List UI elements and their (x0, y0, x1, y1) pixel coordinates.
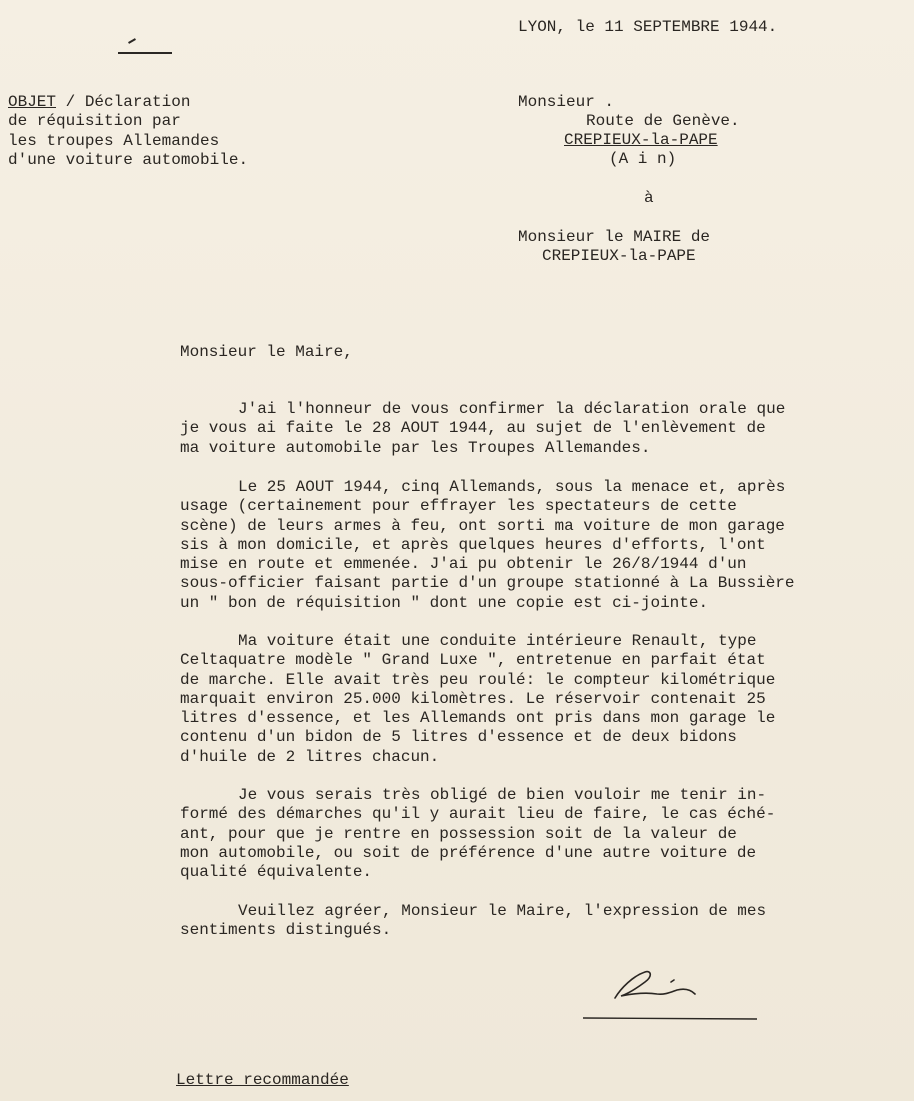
subject-block (8, 93, 248, 170)
date-line: LYON, le 11 SEPTEMBRE 1944. (518, 18, 778, 36)
p3-line-3: de marche. Elle avait très peu roulé: le compteur kilométrique (180, 670, 776, 689)
subject-title: Déclaration (84, 93, 191, 111)
connector: à (644, 189, 654, 207)
signature (575, 958, 775, 1028)
p2-line-6: sous-officier faisant partie d'un groupe stationné à La Bussière (180, 574, 795, 593)
salutation: Monsieur le Maire, (180, 343, 353, 361)
p4-line-5: qualité équivalente. (180, 863, 373, 882)
recipient-line-1: Monsieur le MAIRE de (518, 228, 711, 246)
p2-line-5: mise en route et emmenée. J'ai pu obtenir le 26/8/1944 d'un (180, 555, 747, 574)
sender-name: Monsieur . (518, 93, 615, 111)
recipient-line-2: CREPIEUX-la-PAPE (542, 247, 696, 265)
subject-line-4: d'une voiture automobile. (8, 150, 249, 169)
paragraph-5 (180, 902, 766, 941)
p3-line-2: Celtaquatre modèle " Grand Luxe ", entretenue en parfait état (180, 651, 766, 670)
p2-line-3: scène) de leurs armes à feu, ont sorti ma voiture de mon garage (180, 516, 785, 535)
p5-line-2: sentiments distingués. (180, 921, 392, 940)
subject-label: OBJET (8, 93, 57, 111)
p3-line-4: marquait environ 25.000 kilomètres. Le réservoir contenait 25 (180, 689, 766, 708)
paragraph-4 (180, 786, 775, 882)
p3-line-5: litres d'essence, et les Allemands ont pris dans mon garage le (180, 709, 776, 728)
p3-line-7: d'huile de 2 litres chacun. (180, 747, 440, 766)
p2-line-1: Le 25 AOUT 1944, cinq Allemands, sous la menace et, après (238, 478, 786, 496)
subject-line-2: de réquisition par (8, 112, 181, 131)
p2-line-4: sis à mon domicile, et après quelques heures d'efforts, l'ont (180, 535, 766, 554)
p5-line-1: Veuillez agréer, Monsieur le Maire, l'expression de mes (238, 902, 767, 920)
paragraph-1 (180, 400, 785, 458)
paragraph-2 (180, 478, 795, 613)
p1-line-1: J'ai l'honneur de vous confirmer la déclaration orale que (238, 400, 786, 418)
p2-line-7: un " bon de réquisition " dont une copie est ci-jointe. (180, 593, 709, 612)
sender-department: (A i n) (609, 150, 677, 168)
p1-line-2: je vous ai faite le 28 AOUT 1944, au sujet de l'enlèvement de (180, 419, 766, 438)
sender-street: Route de Genève. (586, 112, 740, 130)
top-left-rule (118, 52, 172, 54)
p3-line-1: Ma voiture était une conduite intérieure Renault, type (238, 632, 757, 650)
p4-line-3: ant, pour que je rentre en possession soit de la valeur de (180, 824, 737, 843)
p2-line-2: usage (certainement pour effrayer les spectateurs de cette (180, 497, 737, 516)
subject-line-3: les troupes Allemandes (8, 131, 220, 150)
p4-line-4: mon automobile, ou soit de préférence d'une autre voiture de (180, 843, 757, 862)
p4-line-1: Je vous serais très obligé de bien vouloir me tenir in- (238, 786, 767, 804)
subject-line-1: OBJET / Déclaration (8, 93, 191, 111)
sender-town: CREPIEUX-la-PAPE (564, 131, 718, 149)
p3-line-6: contenu d'un bidon de 5 litres d'essence et de deux bidons (180, 728, 737, 747)
top-left-tick (128, 38, 136, 44)
paragraph-3 (180, 632, 775, 767)
footer-note: Lettre recommandée (176, 1071, 349, 1089)
p4-line-2: formé des démarches qu'il y aurait lieu de faire, le cas éché- (180, 805, 776, 824)
p1-line-3: ma voiture automobile par les Troupes Allemandes. (180, 438, 651, 457)
